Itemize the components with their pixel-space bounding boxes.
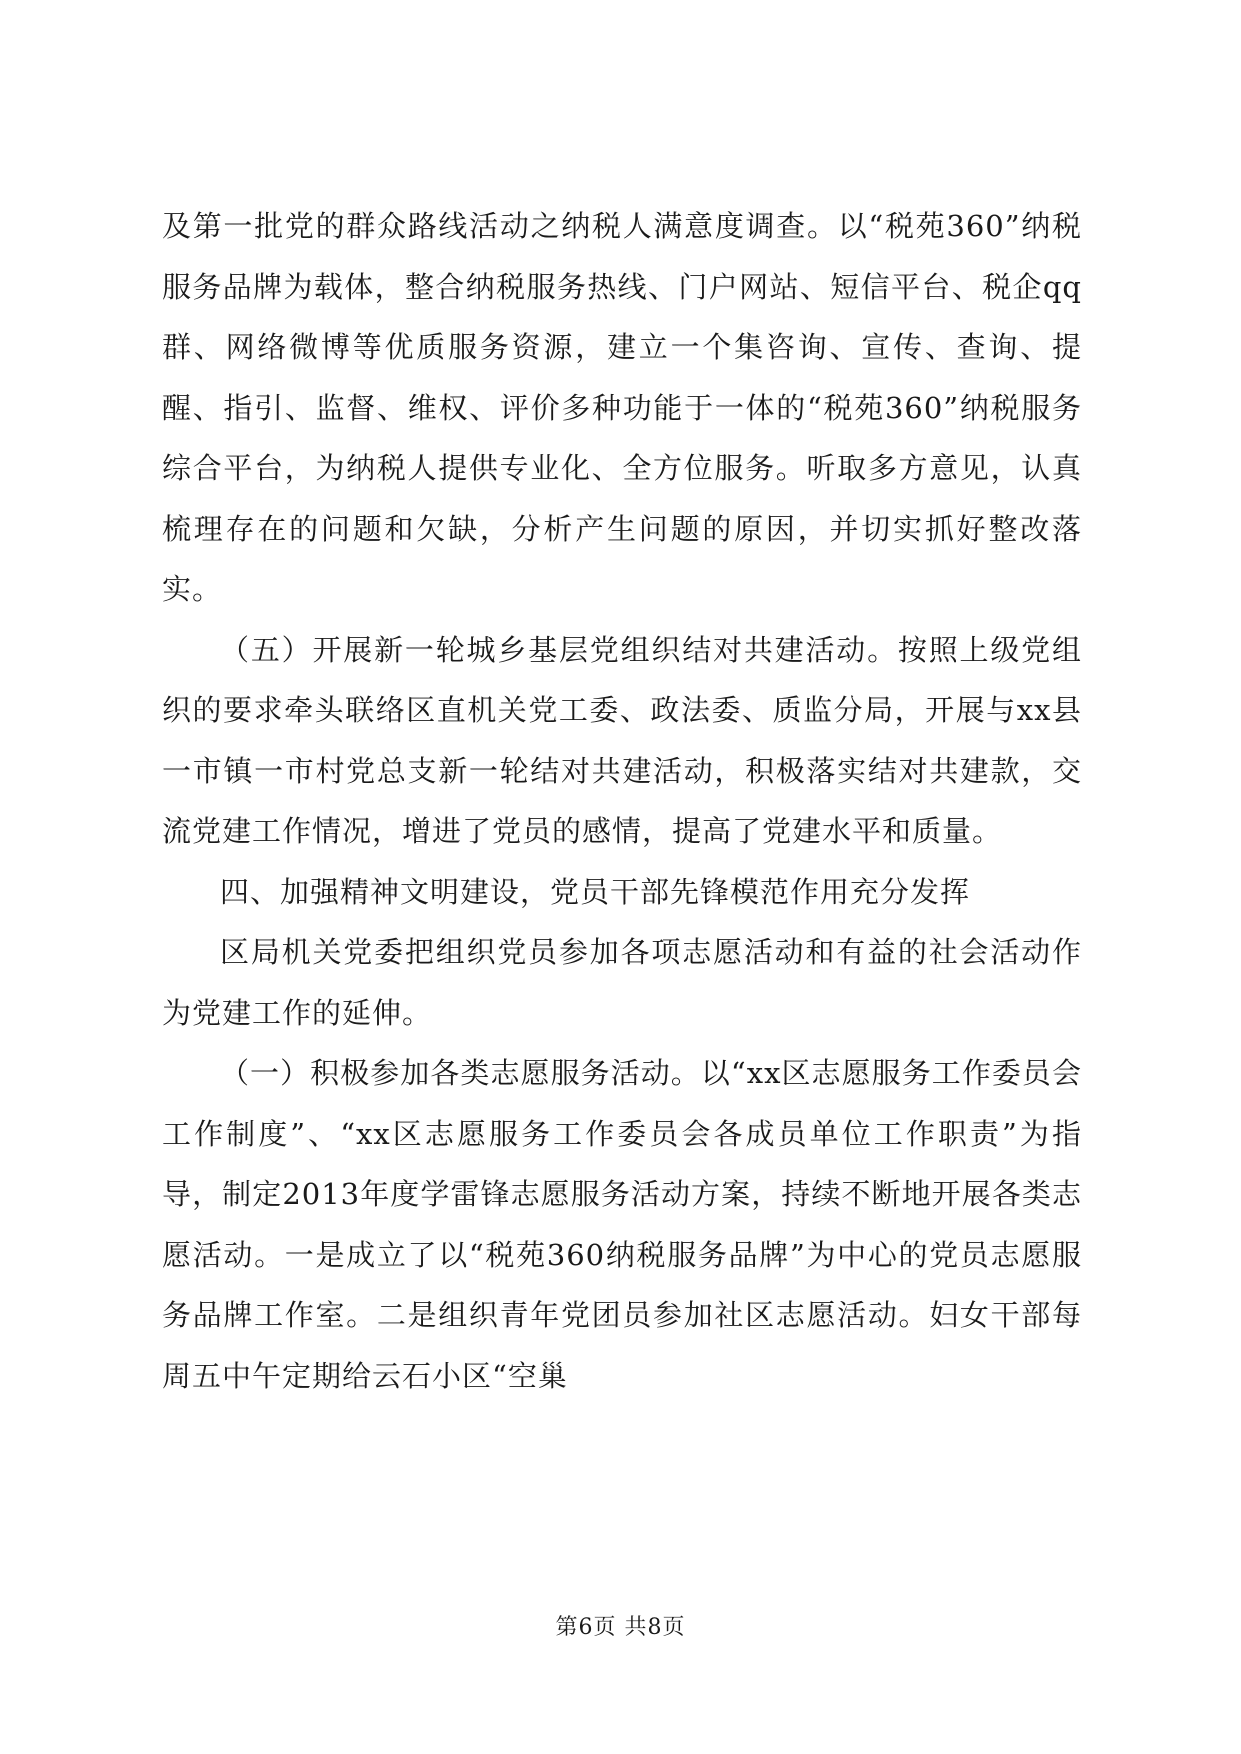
- paragraph-4: 区局机关党委把组织党员参加各项志愿活动和有益的社会活动作为党建工作的延伸。: [162, 935, 1082, 1030]
- paragraph-5: （一）积极参加各类志愿服务活动。以“xx区志愿服务工作委员会工作制度”、“xx区志愿服务工作委员会各成员单位工作职责”为指导，制定2013年度学雷锋志愿服务活动方案，持续不断地开展各类志愿活动。一是成立了以“税苑360纳税服务品牌”为中心的党员志愿服务品牌工作室。二是组织青年党团员参加社区志愿活动。妇女干部每周五中午定期给云石小区“空巢: [162, 1056, 1082, 1393]
- paragraph-2: （五）开展新一轮城乡基层党组织结对共建活动。按照上级党组织的要求牵头联络区直机关党工委、政法委、质监分局，开展与xx县一市镇一市村党总支新一轮结对共建活动，积极落实结对共建款，交流党建工作情况，增进了党员的感情，提高了党建水平和质量。: [162, 632, 1082, 848]
- page-number-footer: 第6页 共8页: [555, 1615, 686, 1640]
- section-heading: 四、加强精神文明建设，党员干部先锋模范作用充分发挥: [220, 874, 971, 909]
- paragraph-1: 及第一批党的群众路线活动之纳税人满意度调查。以“税苑360”纳税服务品牌为载体，整合纳税服务热线、门户网站、短信平台、税企qq群、网络微博等优质服务资源，建立一个集咨询、宣传、查询、提醒、指引、监督、维权、评价多种功能于一体的“税苑360”纳税服务综合平台，为纳税人提供专业化、全方位服务。听取多方意见，认真梳理存在的问题和欠缺，分析产生问题的原因，并切实抓好整改落实。: [162, 209, 1082, 606]
- document-body: [162, 196, 1082, 1406]
